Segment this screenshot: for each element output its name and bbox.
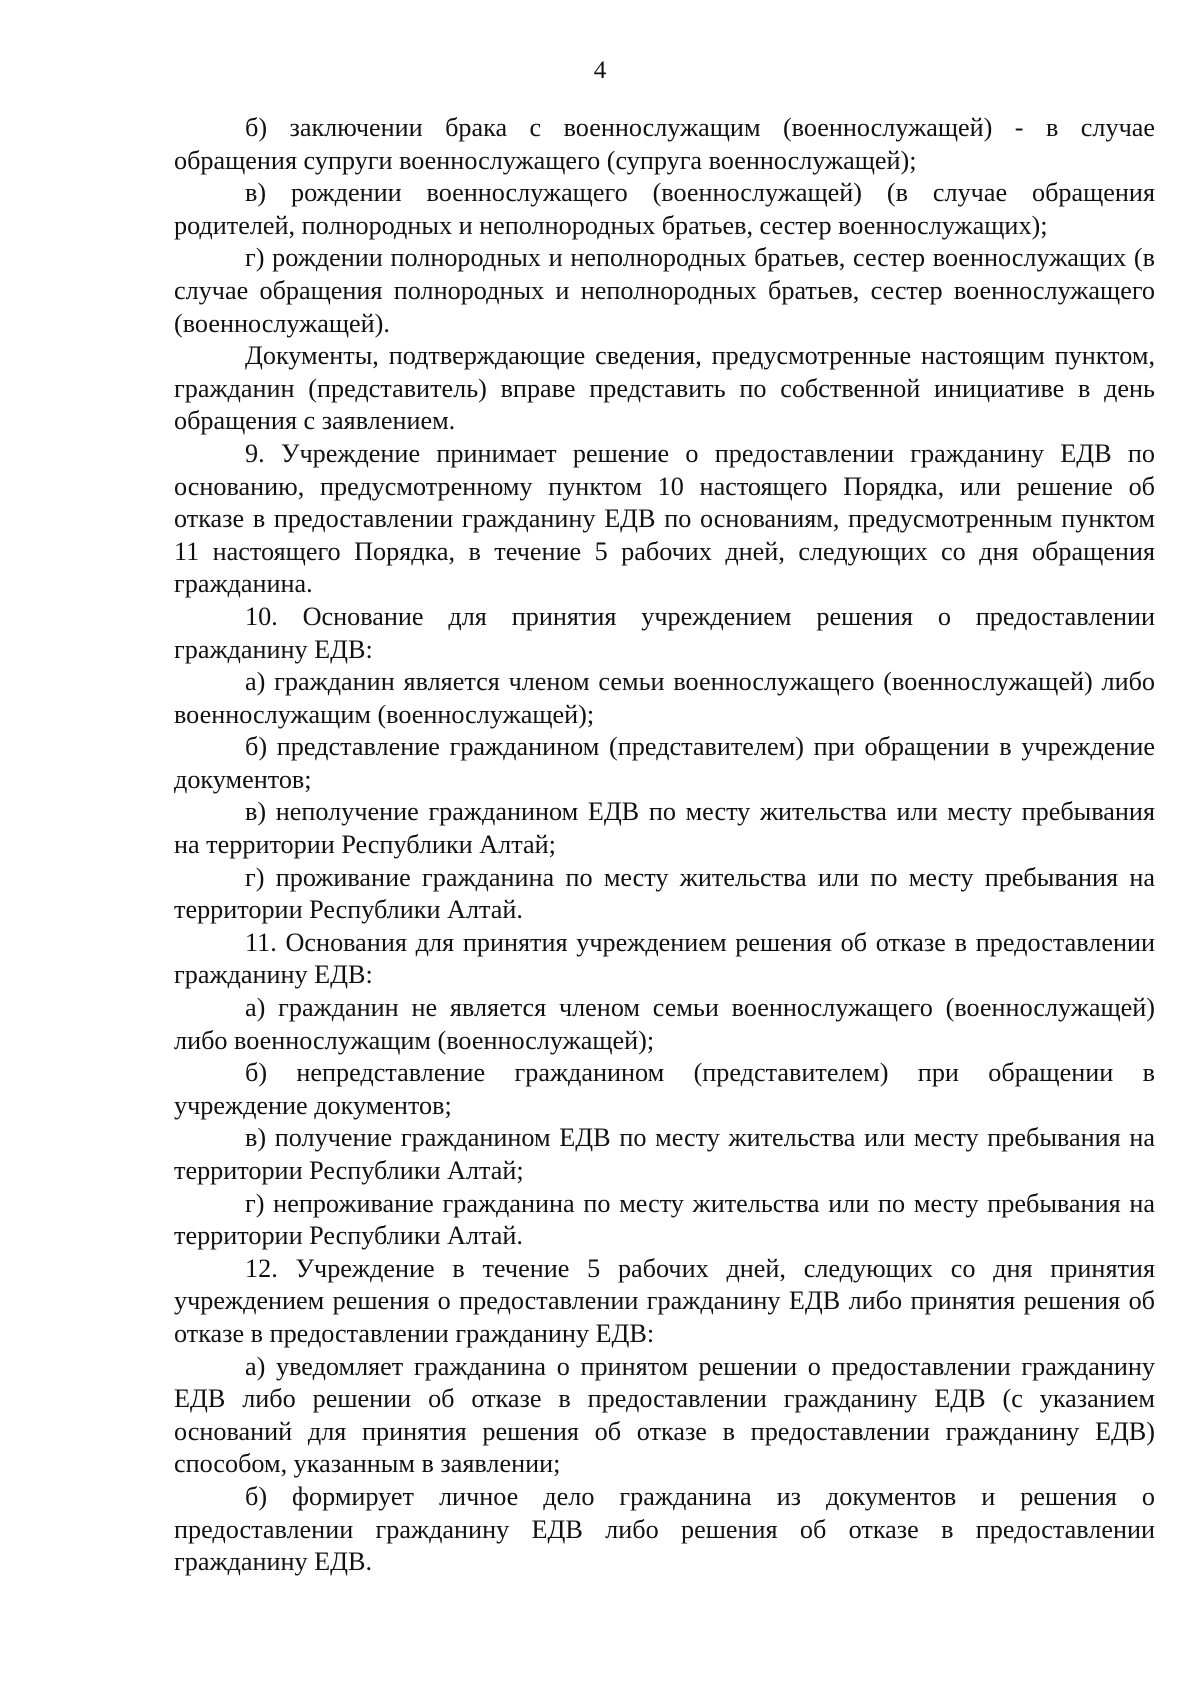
paragraph-item-10: 10. Основание для принятия учреждением решения о предоставлении гражданину ЕДВ: (174, 601, 1155, 664)
paragraph-item-11-g: г) непроживание гражданина по месту жительства или по месту пребывания на территории Республики Алтай. (174, 1188, 1155, 1251)
paragraph-item-10-v: в) неполучение гражданином ЕДВ по месту жительства или месту пребывания на территории Республики Алтай; (174, 797, 1155, 860)
paragraph-item-10-a: а) гражданин является членом семьи военнослужащего (военнослужащей) либо военнослужащим (военнослужащей); (174, 667, 1155, 729)
paragraph-item-12-b: б) формирует личное дело гражданина из документов и решения о предоставлении гражданину ЕДВ либо решения об отказе в предоставлении гражданину ЕДВ. (174, 1481, 1155, 1577)
paragraph-item-11-v: в) получение гражданином ЕДВ по месту жительства или месту пребывания на территории Республики Алтай; (174, 1123, 1155, 1185)
paragraph-item-11-b: б) непредставление гражданином (представителем) при обращении в учреждение документов; (174, 1058, 1155, 1120)
paragraph-g-birth-siblings: г) рождении полнородных и неполнородных братьев, сестер военнослужащих (в случае обращения полнородных и неполнородных братьев, сестер военнослужащего (военнослужащей). (174, 243, 1155, 338)
paragraph-b-marriage: б) заключении брака с военнослужащим (военнослужащей) - в случае обращения супруги военнослужащего (супруга военнослужащей); (174, 113, 1155, 175)
paragraph-item-9: 9. Учреждение принимает решение о предоставлении гражданину ЕДВ по основанию, предусмотренному пунктом 10 настоящего Порядка, или решение об отказе в предоставлении гражданину ЕДВ по основаниям, предусмотренным пунктом 11 настоящего Порядка, в течение 5 рабочих дней, следующих со дня обращения гражданина. (174, 438, 1155, 599)
paragraph-documents-note: Документы, подтверждающие сведения, предусмотренные настоящим пунктом, гражданин (представитель) вправе представить по собственной инициативе в день обращения с заявлением. (174, 341, 1155, 436)
document-body (174, 112, 1155, 1579)
paragraph-item-11: 11. Основания для принятия учреждением решения об отказе в предоставлении гражданину ЕДВ: (174, 927, 1155, 990)
page-number: 4 (593, 57, 607, 84)
paragraph-item-12-a: а) уведомляет гражданина о принятом решении о предоставлении гражданину ЕДВ либо решении об отказе в предоставлении гражданину ЕДВ (с указанием оснований для принятия решения об отказе в предоставлении гражданину ЕДВ) способом, указанным в заявлении; (174, 1351, 1155, 1479)
paragraph-item-10-g: г) проживание гражданина по месту жительства или по месту пребывания на территории Республики Алтай. (174, 862, 1155, 925)
paragraph-v-birth-serviceman: в) рождении военнослужащего (военнослужащей) (в случае обращения родителей, полнородных и неполнородных братьев, сестер военнослужащих); (174, 178, 1155, 240)
paragraph-item-12: 12. Учреждение в течение 5 рабочих дней, следующих со дня принятия учреждением решения о предоставлении гражданину ЕДВ либо принятия решения об отказе в предоставлении гражданину ЕДВ: (174, 1253, 1155, 1348)
paragraph-item-11-a: а) гражданин не является членом семьи военнослужащего (военнослужащей) либо военнослужащим (военнослужащей); (174, 993, 1155, 1055)
paragraph-item-10-b: б) представление гражданином (представителем) при обращении в учреждение документов; (174, 732, 1155, 794)
